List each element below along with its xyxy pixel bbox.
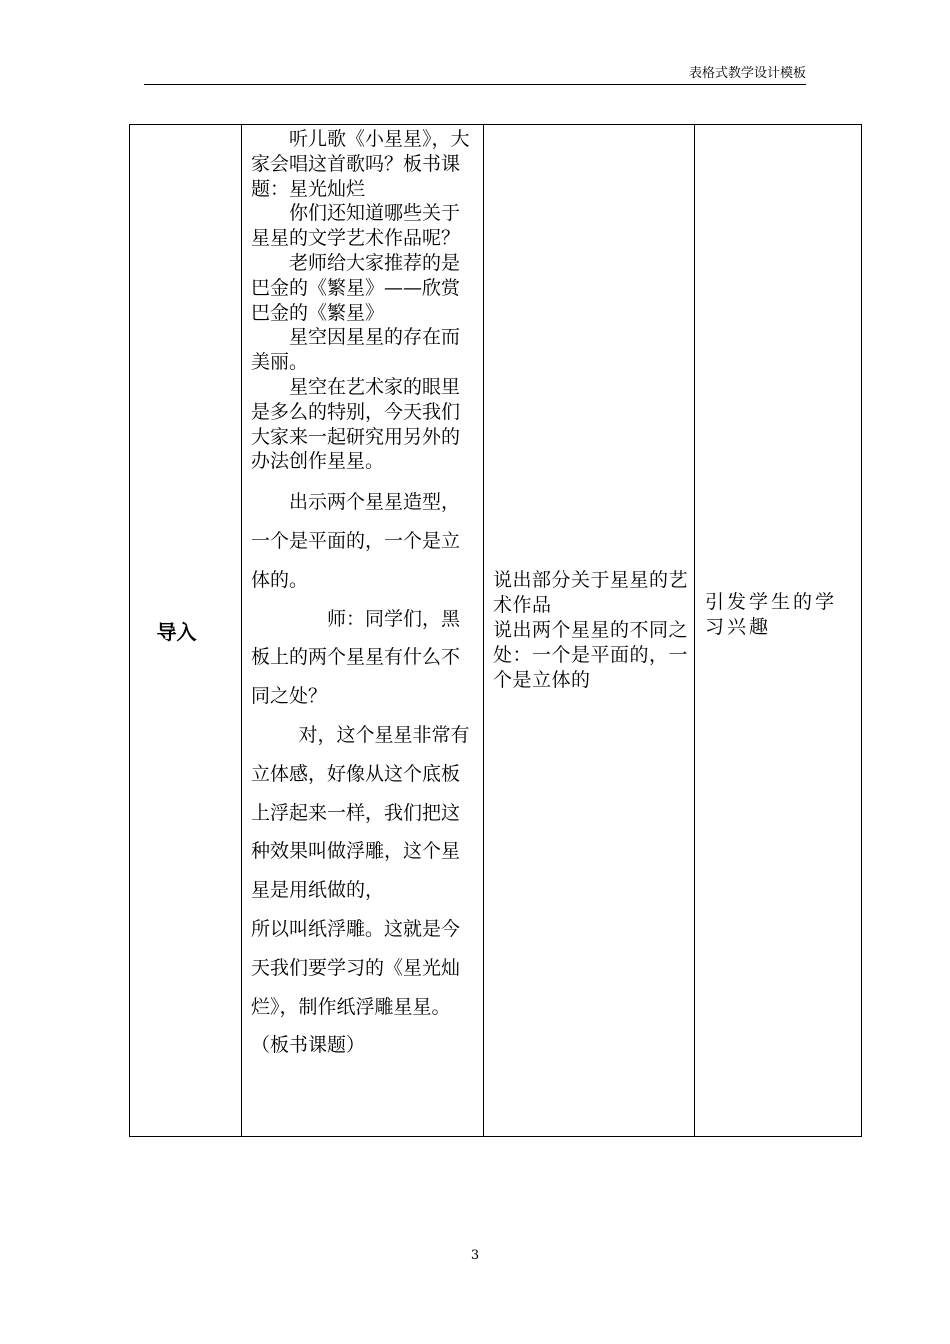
teacher-paragraph: 所以叫纸浮雕。这就是今天我们要学习的《星光灿烂》，制作纸浮雕星星。（板书课题） <box>251 917 461 1057</box>
teacher-paragraph: 老师给大家推荐的是巴金的《繁星》——欣赏巴金的《繁星》 <box>251 251 461 324</box>
teacher-paragraph: 听儿歌《小星星》，大家会唱这首歌吗？板书课题：星光灿烂 <box>251 128 470 200</box>
stage-cell <box>130 125 242 1137</box>
teacher-paragraph: 师：同学们，黑板上的两个星星有什么不同之处？ <box>251 607 461 708</box>
teacher-paragraph: 你们还知道哪些关于星星的文学艺术作品呢？ <box>251 202 461 250</box>
page-number: 3 <box>470 1248 480 1263</box>
teacher-paragraph: 对，这个星星非常有立体感，好像从这个底板上浮起来一样，我们把这种效果叫做浮雕，这个星星是用纸做的， <box>251 723 470 902</box>
student-paragraph: 说出部分关于星星的艺术作品 <box>493 569 689 616</box>
student-activity-cell <box>484 125 695 1137</box>
stage-label: 导入 <box>156 620 197 644</box>
teacher-paragraph: 星空因星星的存在而美丽。 <box>251 326 461 374</box>
header-title: 表格式教学设计模板 <box>688 66 806 81</box>
teacher-paragraph: 星空在艺术家的眼里是多么的特别，今天我们大家来一起研究用另外的办法创作星星。 <box>251 375 461 473</box>
lesson-table <box>129 124 862 1137</box>
header-rule <box>144 84 806 85</box>
table-row <box>130 125 862 1137</box>
student-paragraph: 说出两个星星的不同之处：一个是平面的，一个是立体的 <box>493 619 689 691</box>
teacher-activity-cell <box>242 125 484 1137</box>
teacher-paragraph: 出示两个星星造型，一个是平面的，一个是立体的。 <box>251 491 461 591</box>
design-intent-text: 引发学生的学习兴趣 <box>705 590 838 638</box>
design-intent-cell <box>695 125 862 1137</box>
